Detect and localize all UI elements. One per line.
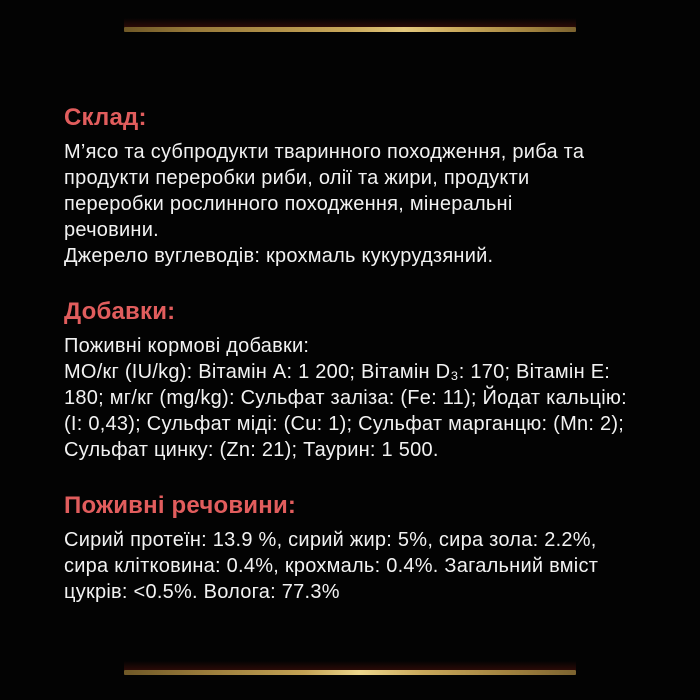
label-text-content xyxy=(64,104,648,605)
nutrients-line: цукрів: <0.5%. Волога: 77.3% xyxy=(64,581,340,603)
gold-divider-bottom-glow xyxy=(124,661,576,670)
gold-divider-top xyxy=(124,18,576,32)
composition-line: речовини. xyxy=(64,219,159,241)
additives-line: 180; мг/кг (mg/kg): Сульфат заліза: (Fe: 11); Йодат кальцію: xyxy=(64,387,627,409)
additives-line: Сульфат цинку: (Zn: 21); Таурин: 1 500. xyxy=(64,439,439,461)
section-additives xyxy=(64,298,648,463)
gold-divider-top-glow xyxy=(124,18,576,27)
composition-carb-source-line: Джерело вуглеводів: крохмаль кукурудзяний. xyxy=(64,245,494,267)
section-nutrients xyxy=(64,492,648,605)
additives-line: Поживні кормові добавки: xyxy=(64,335,310,357)
composition-line: переробки рослинного походження, мінеральні xyxy=(64,193,513,215)
nutrients-line: Сирий протеїн: 13.9 %, сирий жир: 5%, сира зола: 2.2%, xyxy=(64,529,597,551)
composition-line: М’ясо та субпродукти тваринного походження, риба та xyxy=(64,141,585,163)
additives-line: (I: 0,43); Сульфат міді: (Cu: 1); Сульфат марганцю: (Mn: 2); xyxy=(64,413,625,435)
additives-line: МО/кг (IU/kg): Вітамін A: 1 200; Вітамін D₃: 170; Вітамін E: xyxy=(64,361,611,383)
section-composition xyxy=(64,104,648,269)
composition-line: продукти переробки риби, олії та жири, продукти xyxy=(64,167,530,189)
gold-divider-bottom-line xyxy=(124,670,576,675)
gold-divider-bottom xyxy=(124,661,576,675)
gold-divider-top-line xyxy=(124,27,576,32)
section-composition-heading: Склад: xyxy=(64,104,147,131)
section-nutrients-heading: Поживні речовини: xyxy=(64,492,297,519)
section-additives-heading: Добавки: xyxy=(64,298,176,325)
nutrients-line: сира клітковина: 0.4%, крохмаль: 0.4%. Загальний вміст xyxy=(64,555,599,577)
